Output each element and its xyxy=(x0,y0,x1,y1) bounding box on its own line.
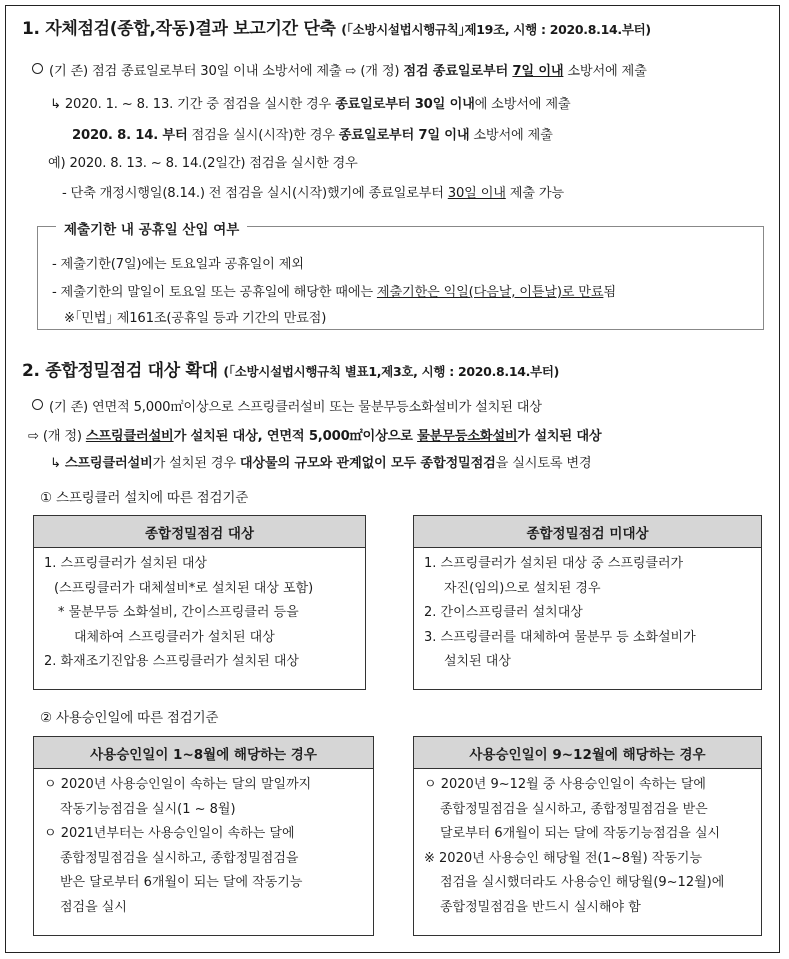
section1-change-line: (기 존) 점검 종료일로부터 30일 이내 소방서에 제출 ⇨ (개 정) 점검 종료일로부터 7일 이내 소방서에 제출 xyxy=(32,60,647,79)
section1-example-note: - 단축 개정시행일(8.14.) 전 점검을 실시(시작)했기에 종료일로부터 30일 이내 제출 가능 xyxy=(62,186,564,201)
card-non-target xyxy=(413,515,762,690)
card-line: 달로부터 6개월이 되는 달에 작동기능점검을 실시 xyxy=(440,826,721,841)
section2-title: 2. 종합정밀점검 대상 확대 xyxy=(22,361,218,381)
card-line: 점검을 실시 xyxy=(60,899,127,915)
card-line: 1. 스프링클러가 설치된 대상 중 스프링클러가 xyxy=(424,556,684,571)
notice-line2: - 제출기한의 말일이 토요일 또는 공휴일에 해당한 때에는 제출기한은 익일(다음날, 이튿날)로 만료됨 xyxy=(52,285,616,300)
card-line: ※ 2020년 사용승인 해당월 전(1~8월) 작동기능 xyxy=(424,850,703,866)
card-line: ㅇ 2021년부터는 사용승인일이 속하는 달에 xyxy=(44,826,295,841)
arrow-right-icon: ⇨ xyxy=(345,64,357,79)
section1-title: 1. 자체점검(종합,작동)결과 보고기간 단축 xyxy=(22,19,336,39)
card-line: * 물분무등 소화설비, 간이스프링클러 등을 xyxy=(58,605,299,620)
card-inspection-target-title: 종합정밀점검 대상 xyxy=(34,516,365,548)
card-line: 작동기능점검을 실시(1 ~ 8월) xyxy=(60,801,236,817)
card-non-target-body xyxy=(414,548,761,679)
section2-sub: ↳ 스프링클러설비가 설치된 경우 대상물의 규모와 관계없이 모두 종합정밀점검을 실시토록 변경 xyxy=(50,456,592,471)
card-line: 대체하여 스프링클러가 설치된 대상 xyxy=(74,629,275,645)
card-line: ㅇ 2020년 사용승인일이 속하는 달의 말일까지 xyxy=(44,777,312,792)
card-line: 자진(임의)으로 설치된 경우 xyxy=(444,580,601,596)
section1-heading xyxy=(22,14,651,39)
section1-ref: (｢소방시설법시행규칙｣제19조, 시행 : 2020.8.14.부터) xyxy=(341,22,651,37)
section1-sub1: ↳ 2020. 1. ~ 8. 13. 기간 중 점검을 실시한 경우 종료일로부터 30일 이내에 소방서에 제출 xyxy=(50,97,571,112)
card-inspection-target xyxy=(33,515,366,690)
card-jan-aug xyxy=(33,736,374,936)
section2-before: (기 존) 연면적 5,000㎡이상으로 스프링클러설비 또는 물분무등소화설비가 설치된 대상 xyxy=(32,396,542,415)
card-inspection-target-body xyxy=(34,548,365,679)
section2-heading xyxy=(22,356,559,381)
section1-sub2: 2020. 8. 14. 부터 점검을 실시(시작)한 경우 종료일로부터 7일 이내 소방서에 제출 xyxy=(72,128,553,143)
criteria2-heading: ② 사용승인일에 따른 점검기준 xyxy=(40,710,219,726)
sub-arrow-icon: ↳ xyxy=(50,456,61,471)
criteria1-heading: ① 스프링클러 설치에 따른 점검기준 xyxy=(40,490,249,506)
card-jan-aug-title: 사용승인일이 1~8월에 해당하는 경우 xyxy=(34,737,373,769)
card-line: 설치된 대상 xyxy=(444,654,511,669)
card-line: 2. 간이스프링클러 설치대상 xyxy=(424,605,583,620)
card-line: 종합정밀점검을 반드시 실시해야 함 xyxy=(440,899,641,915)
card-line: 2. 화재조기진압용 스프링클러가 설치된 대상 xyxy=(44,654,299,669)
card-jan-aug-body xyxy=(34,769,373,924)
bullet-circle-icon xyxy=(32,63,43,74)
card-line: 종합정밀점검을 실시하고, 종합정밀점검을 받은 xyxy=(440,801,708,817)
holiday-notice-title: 제출기한 내 공휴일 산입 여부 xyxy=(56,218,247,238)
card-line: 1. 스프링클러가 설치된 대상 xyxy=(44,556,207,571)
card-sep-dec-title: 사용승인일이 9~12월에 해당하는 경우 xyxy=(414,737,761,769)
section2-ref: (｢소방시설법시행규칙 별표1,제3호, 시행 : 2020.8.14.부터) xyxy=(223,364,560,379)
bullet-circle-icon xyxy=(32,399,43,410)
notice-line1: - 제출기한(7일)에는 토요일과 공휴일이 제외 xyxy=(52,257,304,272)
card-line: 종합정밀점검을 실시하고, 종합정밀점검을 xyxy=(60,850,299,866)
notice-line3: ※｢민법｣ 제161조(공휴일 등과 기간의 만료점) xyxy=(64,311,327,326)
card-sep-dec-body xyxy=(414,769,761,924)
card-line: ㅇ 2020년 9~12월 중 사용승인일이 속하는 달에 xyxy=(424,777,706,792)
section1-example: 예) 2020. 8. 13. ~ 8. 14.(2일간) 점검을 실시한 경우 xyxy=(48,156,358,171)
card-line: 받은 달로부터 6개월이 되는 달에 작동기능 xyxy=(60,875,303,890)
section2-after: ⇨ (개 정) 스프링클러설비가 설치된 대상, 연면적 5,000㎡이상으로 물분무등소화설비가 설치된 대상 xyxy=(28,429,602,444)
card-line: 3. 스프링클러를 대체하여 물분무 등 소화설비가 xyxy=(424,629,696,645)
arrow-right-icon: ⇨ xyxy=(28,429,39,444)
card-non-target-title: 종합정밀점검 미대상 xyxy=(414,516,761,548)
card-line: (스프링클러가 대체설비*로 설치된 대상 포함) xyxy=(54,580,314,596)
sub-arrow-icon: ↳ xyxy=(50,97,61,112)
card-line: 점검을 실시했더라도 사용승인 해당월(9~12월)에 xyxy=(440,875,725,890)
card-sep-dec xyxy=(413,736,762,936)
